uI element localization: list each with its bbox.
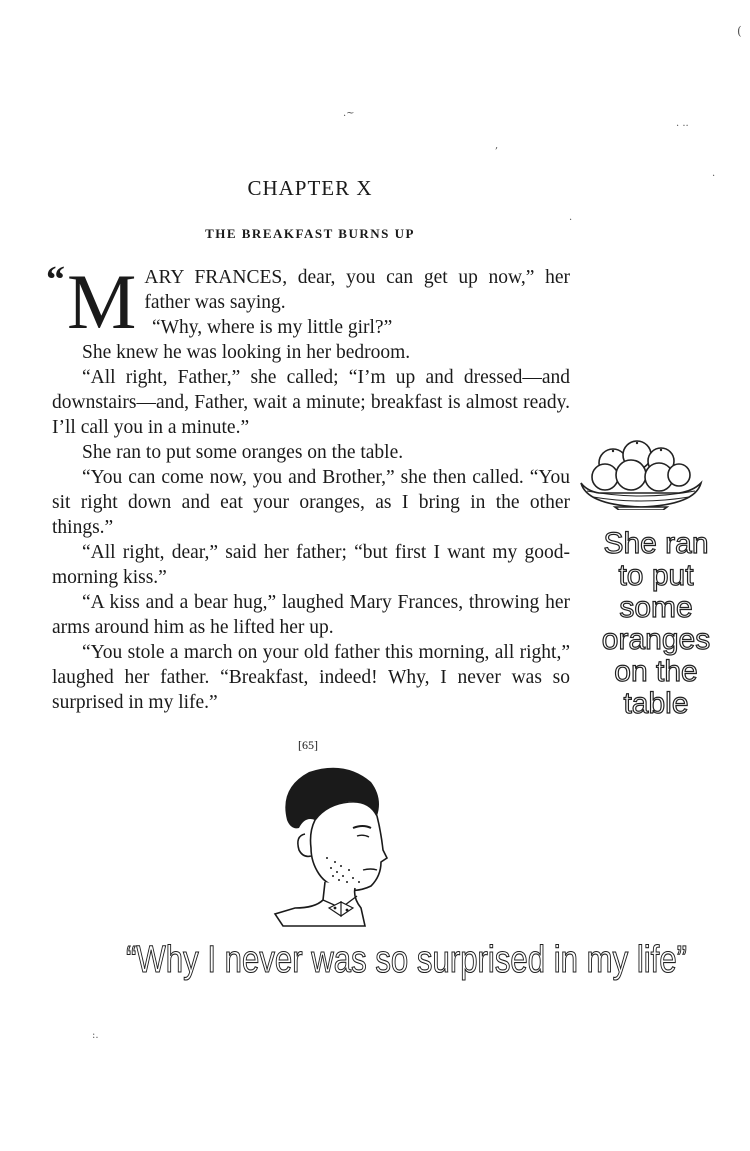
- bowl-of-oranges-illustration: [575, 435, 705, 514]
- book-page: .~ . .. , . ( . :. CHAPTER X THE BREAKFAST BURNS UP “ M ARY FRANCES, dear, you can get up now,” her father was saying. “Why, where is my little girl?” She knew he was looking in her bedroom. “All right, Father,” she called; “I’m up and dressed—and downstairs—and, Father, wait a minute; breakfast is almost ready. I’ll call you in a minute.” She ran to put some oranges on the table. “You can come now, you and Brother,” she then called. “You sit right down and eat your oranges, as I bring in the other things.” “All right, dear,” said her father; “but first I want my good-morning kiss.” “A kiss and a bear hug,” laughed Mary Frances, throwing her arms around him as he lifted her up. “You stole a march on your old father this morning, all right,” laughed her father. “Breakfast, indeed! Why, I never was so surprised in my life.” [65] She ran to put some oranges on the table “Why I never was so surprised in my life”: [0, 0, 750, 1151]
- side-caption-line: some: [619, 591, 693, 624]
- chapter-body: [46, 258, 570, 715]
- paragraph-8: “A kiss and a bear hug,” laughed Mary Frances, throwing her arms around him as he lifted her up.: [52, 592, 570, 638]
- side-caption-line: table: [623, 687, 689, 720]
- paragraph-4: “All right, Father,” she called; “I’m up and dressed—and downstairs—and, Father, wait a minute; breakfast is almost ready. I’ll call you in a minute.”: [52, 367, 570, 438]
- page-number: [65]: [298, 738, 318, 752]
- opening-quote-mark: “: [46, 259, 65, 301]
- paragraph-2: “Why, where is my little girl?”: [152, 317, 393, 338]
- side-caption: [582, 528, 730, 720]
- side-caption-line: to put: [618, 559, 694, 592]
- bottom-caption: “Why I never was so surprised in my life”: [126, 939, 688, 981]
- paragraph-3: She knew he was looking in her bedroom.: [82, 342, 411, 363]
- chapter-subtitle: THE BREAKFAST BURNS UP: [205, 226, 415, 241]
- side-caption-line: oranges: [601, 623, 711, 656]
- paragraph-1-text: ARY FRANCES, dear, you can get up now,” her father was saying.: [144, 267, 570, 313]
- paragraph-6: “You can come now, you and Brother,” she then called. “You sit right down and eat your oranges, as I bring in the other things.”: [52, 467, 570, 538]
- chapter-title: CHAPTER X: [247, 176, 373, 200]
- paragraph-7: “All right, dear,” said her father; “but first I want my good-morning kiss.”: [52, 542, 570, 588]
- paragraph-9: “You stole a march on your old father this morning, all right,” laughed her father. “Breakfast, indeed! Why, I never was so surprised in my life.”: [52, 642, 570, 713]
- side-caption-line: on the: [614, 655, 698, 688]
- drop-cap-letter: M: [67, 258, 137, 345]
- portrait-icon: [265, 758, 395, 928]
- father-portrait-illustration: [265, 758, 395, 932]
- bowl-icon: [575, 435, 705, 510]
- paragraph-5: She ran to put some oranges on the table.: [82, 442, 404, 463]
- side-caption-line: She ran: [603, 527, 709, 560]
